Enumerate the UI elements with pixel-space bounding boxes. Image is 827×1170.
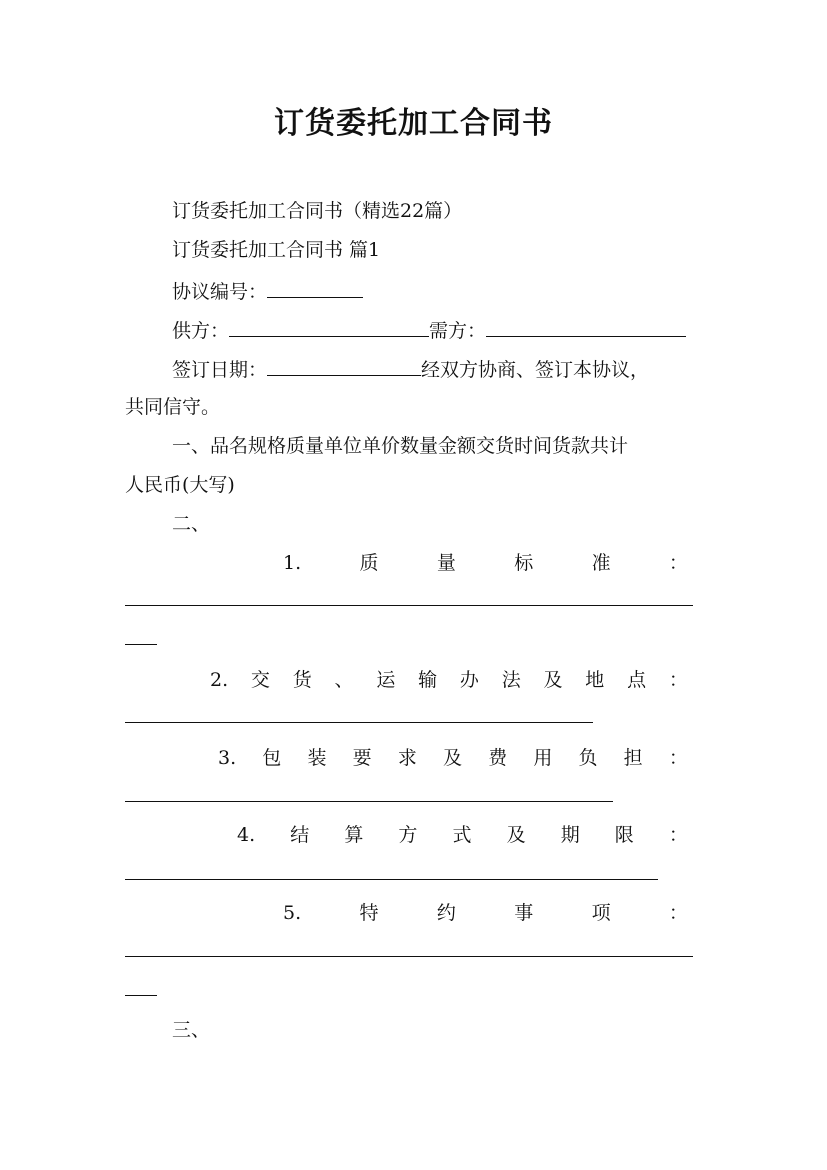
sign-date-row: [172, 355, 705, 383]
item-number: 4.: [237, 824, 256, 846]
item-word: 法: [501, 669, 521, 691]
section2-label: 二、: [172, 513, 211, 535]
item-word: 方: [398, 824, 418, 846]
sign-date-continuation: 共同信守。: [125, 396, 221, 418]
sign-date-blank[interactable]: [267, 355, 421, 376]
item-5-blank-line-cont[interactable]: [125, 995, 157, 996]
item-word: 担: [623, 747, 643, 769]
item-2-heading: [210, 667, 688, 693]
item-word: 地: [585, 669, 605, 691]
item-number: 2.: [210, 669, 229, 691]
item-1-blank-line-cont[interactable]: [125, 644, 157, 645]
item-word: 交: [250, 669, 270, 691]
item-word: 事: [514, 902, 534, 924]
item-word: 算: [344, 824, 364, 846]
item-number: 5.: [283, 902, 302, 924]
section3-label: 三、: [172, 1019, 211, 1041]
item-3-blank-line[interactable]: [125, 801, 613, 802]
item-word: 求: [397, 747, 417, 769]
item-word: 要: [352, 747, 372, 769]
sign-date-tail: 经双方协商、签订本协议，: [421, 359, 650, 381]
agreement-number-blank[interactable]: [267, 277, 363, 298]
item-word: 期: [560, 824, 580, 846]
item-colon: ：: [668, 824, 688, 846]
item-1-blank-line[interactable]: [125, 605, 693, 606]
item-word: 项: [591, 902, 611, 924]
supplier-label: 供方：: [172, 320, 230, 342]
section1-line2: 人民币(大写): [125, 474, 235, 496]
item-word: 包: [262, 747, 282, 769]
sign-date-label: 签订日期：: [172, 359, 268, 381]
item-5-heading: [283, 900, 688, 926]
item-word: 限: [614, 824, 634, 846]
item-word: 用: [533, 747, 553, 769]
item-word: 及: [442, 747, 462, 769]
item-word: 点: [627, 669, 647, 691]
agreement-number-label: 协议编号：: [172, 281, 268, 303]
item-word: 式: [452, 824, 472, 846]
section1-line1: 一、品名规格质量单位单价数量金额交货时间货款共计: [172, 435, 629, 457]
item-word: 费: [488, 747, 508, 769]
item-word: 装: [307, 747, 327, 769]
item-word: 输: [418, 669, 438, 691]
item-colon: ：: [668, 747, 688, 769]
item-word: 质: [359, 552, 379, 574]
item-word: 办: [459, 669, 479, 691]
parties-row: [172, 316, 705, 344]
item-word: 运: [376, 669, 396, 691]
item-2-blank-line[interactable]: [125, 722, 593, 723]
item-4-heading: [237, 822, 688, 848]
item-word: 量: [436, 552, 456, 574]
item-word: 及: [506, 824, 526, 846]
demander-label: 需方：: [429, 320, 487, 342]
item-word: 准: [591, 552, 611, 574]
item-1-heading: [283, 550, 688, 576]
item-word: 及: [543, 669, 563, 691]
item-number: 3.: [218, 747, 237, 769]
item-word: 结: [290, 824, 310, 846]
item-colon: ：: [668, 552, 688, 574]
item-word: 特: [359, 902, 379, 924]
item-colon: ：: [668, 902, 688, 924]
item-number: 1.: [283, 552, 302, 574]
supplier-blank[interactable]: [229, 316, 429, 337]
item-word: 负: [578, 747, 598, 769]
item-colon: ：: [668, 669, 688, 691]
item-3-heading: [218, 745, 688, 771]
item-word: 、: [334, 669, 354, 691]
document-title: 订货委托加工合同书: [274, 106, 553, 141]
item-4-blank-line[interactable]: [125, 879, 658, 880]
item-5-blank-line[interactable]: [125, 956, 693, 957]
agreement-number-row: [172, 277, 705, 305]
item-word: 货: [292, 669, 312, 691]
demander-blank[interactable]: [486, 316, 686, 337]
subtitle-line: 订货委托加工合同书（精选22篇）: [172, 200, 463, 222]
part-line: 订货委托加工合同书 篇1: [172, 239, 381, 261]
item-word: 标: [514, 552, 534, 574]
item-word: 约: [436, 902, 456, 924]
